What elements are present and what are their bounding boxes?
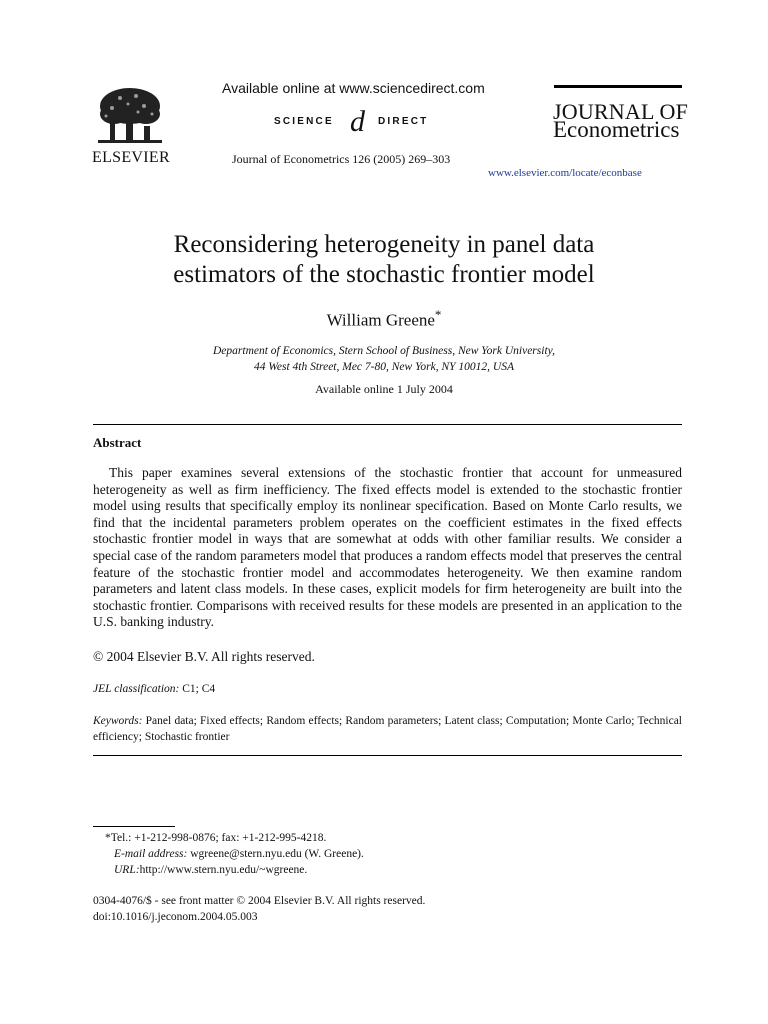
footnote-url xyxy=(114,864,307,876)
abstract-copyright: © 2004 Elsevier B.V. All rights reserved. xyxy=(93,649,315,664)
footnote-rule xyxy=(93,826,175,827)
affiliation-line-2: 44 West 4th Street, Mec 7-80, New York, NY 10012, USA xyxy=(253,361,515,373)
sd-direct-text: DIRECT xyxy=(378,116,429,127)
sciencedirect-logo xyxy=(274,105,474,138)
abstract-top-rule xyxy=(93,424,682,425)
keywords-label: Keywords: xyxy=(93,715,143,727)
jel-value: C1; C4 xyxy=(179,683,216,695)
journal-name-line1: JOURNAL OF xyxy=(553,99,689,124)
author-name: William Greene xyxy=(326,310,435,330)
url-value[interactable]: http://www.stern.nyu.edu/~wgreene. xyxy=(139,864,308,876)
email-label: E-mail address: xyxy=(114,848,188,860)
author-footnote-mark[interactable]: * xyxy=(434,307,442,322)
journal-name-line2: Econometrics xyxy=(553,117,680,142)
sd-science-text: SCIENCE xyxy=(274,116,334,127)
abstract-text: This paper examines several extensions of the stochastic frontier that account for unmeasured heterogeneity as well as firm inefficiency. The fixed effects model is extended to the stochastic frontier model using results that specifically employ its nonlinear specification. Based on Monte Carlo results, we find that the incidental parameters problem operates on the coefficient estimates in the fixed effects stochastic frontier model in ways that are somewhat at odds with other familiar results. We consider a special case of the random parameters model that produces a random effects model that preserves the central feature of the stochastic frontier model and accommodates heterogeneity. We then examine random parameters and latent class models. In these cases, explicit models for firm heterogeneity are built into the stochastic frontier. Comparisons with received results for these models are presented in an application to the U.S. banking industry. xyxy=(93,465,682,630)
footnote-contact: *Tel.: +1-212-998-0876; fax: +1-212-995-4218. xyxy=(105,832,327,844)
url-label: URL: xyxy=(114,864,140,876)
journal-citation: Journal of Econometrics 126 (2005) 269–303 xyxy=(232,152,451,166)
footnote-email xyxy=(114,848,364,860)
email-value[interactable]: wgreene@stern.nyu.edu (W. Greene). xyxy=(187,848,364,860)
doi-line[interactable]: doi:10.1016/j.jeconom.2004.05.003 xyxy=(93,911,258,923)
affiliation xyxy=(0,343,768,375)
abstract-body xyxy=(93,465,682,631)
elsevier-tree-logo xyxy=(92,84,168,148)
abstract-bottom-rule xyxy=(93,755,682,756)
keywords-value: Panel data; Fixed effects; Random effects; Random parameters; Latent class; Computation; Monte Carlo; Technical efficiency; Stochastic frontier xyxy=(93,715,682,743)
title-line-2: estimators of the stochastic frontier model xyxy=(173,261,595,288)
sd-at-mark-icon: d xyxy=(350,105,365,138)
jel-classification xyxy=(93,683,215,695)
journal-rule xyxy=(554,85,682,88)
affiliation-line-1: Department of Economics, Stern School of Business, New York University, xyxy=(213,345,555,357)
publisher-name: ELSEVIER xyxy=(92,149,170,166)
title-line-1: Reconsidering heterogeneity in panel data xyxy=(173,231,595,258)
keywords xyxy=(93,713,682,745)
jel-label: JEL classification: xyxy=(93,683,180,695)
available-online-banner: Available online at www.sciencedirect.com xyxy=(222,80,485,96)
issn-line: 0304-4076/$ - see front matter © 2004 Elsevier B.V. All rights reserved. xyxy=(93,895,426,907)
available-online-date: Available online 1 July 2004 xyxy=(315,382,453,396)
author xyxy=(0,307,768,331)
abstract-heading: Abstract xyxy=(93,435,142,450)
article-title xyxy=(0,230,768,290)
journal-url-link[interactable]: www.elsevier.com/locate/econbase xyxy=(488,167,642,179)
